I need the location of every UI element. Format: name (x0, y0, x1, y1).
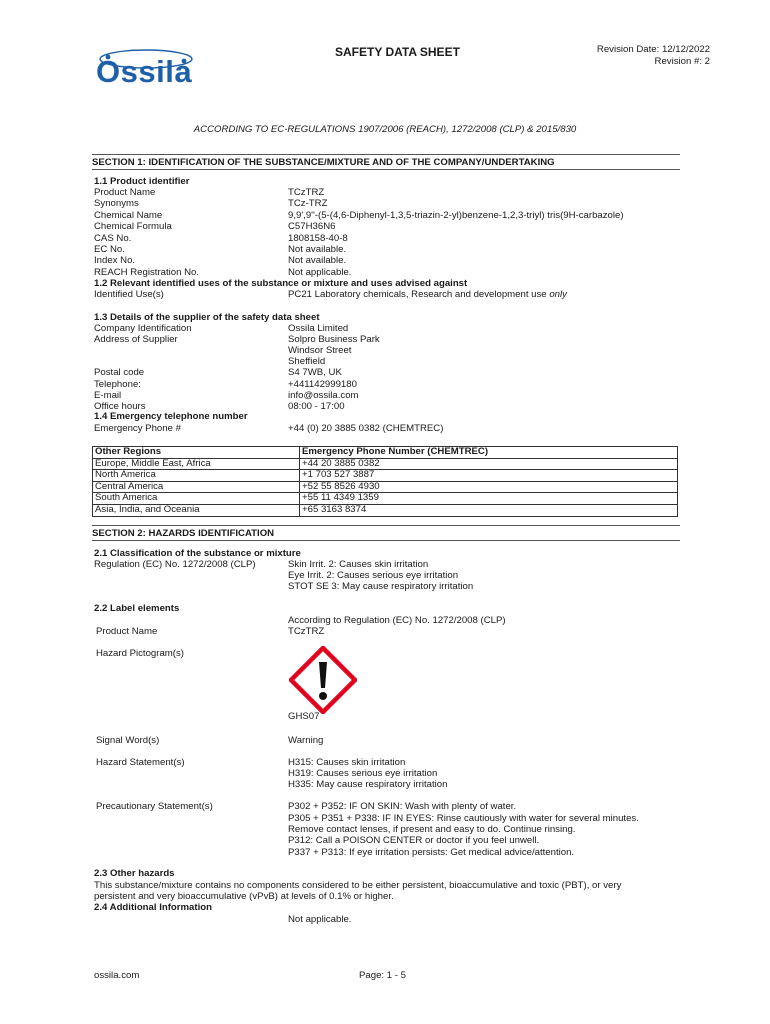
sub-heading-1-3: 1.3 Details of the supplier of the safety data sheet (94, 312, 320, 323)
field-label: EC No. (94, 244, 125, 255)
region-cell: Europe, Middle East, Africa (93, 458, 300, 470)
sub-heading-2-3: 2.3 Other hazards (94, 868, 175, 879)
field-value: TCz-TRZ (288, 198, 328, 210)
classification-label: Regulation (EC) No. 1272/2008 (CLP) (94, 559, 256, 570)
field-label: Postal code (94, 367, 145, 379)
field-value: Windsor Street (288, 345, 352, 357)
field-value: Not applicable. (288, 266, 352, 278)
field-value: S4 7WB, UK (288, 367, 342, 379)
region-cell: North America (93, 470, 300, 482)
field-label: Address of Supplier (94, 334, 178, 346)
field-value: 9,9',9''-(5-(4,6-Diphenyl-1,3,5-triazin-2-yl)benzene-1,2,3-triyl) tris(9H-carbazole) (288, 209, 624, 221)
precautionary-label: Precautionary Statement(s) (96, 801, 213, 812)
other-hazards-line-2: persistent and very bioaccumulative (vPvB) at levels of 0.1% or higher. (94, 891, 394, 902)
field-label: Product Name (94, 187, 156, 198)
additional-information-value: Not applicable. (288, 914, 352, 925)
footer-site: ossila.com (94, 970, 140, 981)
field-value: Sheffield (288, 356, 326, 368)
precautionary-2: P305 + P351 + P338: IF IN EYES: Rinse cautiously with water for several minutes. (288, 813, 639, 824)
logo-text: Ossila (96, 54, 193, 89)
table-row (93, 458, 678, 470)
table-header-regions: Other Regions (93, 447, 300, 459)
phone-cell: +52 55 8526 4930 (300, 481, 678, 493)
revision-date: Revision Date: 12/12/2022 (596, 44, 710, 55)
revision-info (597, 44, 710, 68)
field-value: 1808158-40-8 (288, 232, 348, 244)
field-label: Company Identification (94, 323, 192, 334)
precautionary-1: P302 + P352: IF ON SKIN: Wash with plenty of water. (288, 801, 517, 812)
table-row (93, 493, 678, 505)
field-label: Index No. (94, 255, 136, 267)
classification-3: STOT SE 3: May cause respiratory irritation (288, 581, 474, 592)
field-value: Ossila Limited (288, 323, 349, 334)
field-value: info@ossila.com (288, 389, 359, 401)
field-value: Not available. (288, 255, 347, 267)
table-row (93, 481, 678, 493)
regulations-line: ACCORDING TO EC-REGULATIONS 1907/2006 (REACH), 1272/2008 (CLP) & 2015/830 (193, 124, 577, 135)
field-value: Solpro Business Park (288, 334, 380, 346)
field-label: Chemical Formula (94, 221, 172, 233)
field-label: REACH Registration No. (94, 266, 200, 278)
exclamation-mark-icon (289, 646, 357, 714)
emergency-phone-table (92, 446, 678, 517)
region-cell: South America (93, 493, 300, 505)
identified-uses-label: Identified Use(s) (94, 289, 164, 300)
product-name-label: Product Name (96, 626, 158, 637)
hazard-statement-3: H335: May cause respiratory irritation (288, 779, 448, 790)
field-label: E-mail (94, 389, 122, 401)
field-value: 08:00 - 17:00 (288, 400, 345, 412)
field-value: Not available. (288, 244, 347, 255)
field-label: Telephone: (94, 378, 141, 390)
according-to-regulation: According to Regulation (EC) No. 1272/2008 (CLP) (288, 615, 506, 626)
document-title: SAFETY DATA SHEET (335, 45, 460, 59)
table-header-phone: Emergency Phone Number (CHEMTREC) (300, 447, 678, 459)
identified-uses-value (288, 289, 567, 300)
sub-heading-1-2: 1.2 Relevant identified uses of the substance or mixture and uses advised against (94, 278, 468, 289)
section1-title: SECTION 1: IDENTIFICATION OF THE SUBSTANCE/MIXTURE AND OF THE COMPANY/UNDERTAKING (92, 154, 680, 170)
field-label: CAS No. (94, 232, 132, 244)
classification-1: Skin Irrit. 2: Causes skin irritation (288, 559, 429, 570)
emergency-phone-label: Emergency Phone # (94, 423, 181, 434)
section2-title: SECTION 2: HAZARDS IDENTIFICATION (92, 525, 680, 541)
identified-uses-text: PC21 Laboratory chemicals, Research and development use (288, 289, 547, 300)
pictogram-code: GHS07 (288, 711, 320, 722)
region-cell: Central America (93, 481, 300, 493)
sub-heading-1-4: 1.4 Emergency telephone number (94, 411, 248, 422)
hazard-statement-2: H319: Causes serious eye irritation (288, 768, 438, 779)
precautionary-5: P337 + P313: If eye irritation persists: Get medical advice/attention. (288, 847, 575, 858)
phone-cell: +44 20 3885 0382 (300, 458, 678, 470)
revision-number: Revision #: 2 (654, 56, 710, 67)
product-name-value: TCzTRZ (288, 626, 325, 637)
field-label: Office hours (94, 400, 146, 412)
phone-cell: +65 3163 8374 (300, 504, 678, 516)
table-header-row (93, 447, 678, 459)
field-label: Chemical Name (94, 209, 163, 221)
identified-uses-only: only (549, 289, 567, 300)
footer-page-number: Page: 1 - 5 (359, 970, 406, 981)
other-hazards-line-1: This substance/mixture contains no components considered to be either persistent, bioaccumulative and toxic (PBT), or very (94, 880, 622, 891)
emergency-phone-value: +44 (0) 20 3885 0382 (CHEMTREC) (288, 423, 444, 434)
field-label: Synonyms (94, 198, 139, 210)
sub-heading-2-4: 2.4 Additional Information (94, 902, 212, 913)
field-value: +441142999180 (288, 378, 357, 390)
table-row (93, 470, 678, 482)
table-row (93, 504, 678, 516)
sub-heading-2-1: 2.1 Classification of the substance or mixture (94, 548, 301, 559)
field-value: TCzTRZ (288, 187, 325, 198)
phone-cell: +55 11 4349 1359 (300, 493, 678, 505)
phone-cell: +1 703 527 3887 (300, 470, 678, 482)
precautionary-3: Remove contact lenses, if present and easy to do. Continue rinsing. (288, 824, 576, 835)
signal-word-label: Signal Word(s) (96, 735, 160, 746)
region-cell: Asia, India, and Oceania (93, 504, 300, 516)
field-value: C57H36N6 (288, 221, 336, 233)
sub-heading-1-1: 1.1 Product identifier (94, 176, 190, 187)
sub-heading-2-2: 2.2 Label elements (94, 603, 180, 614)
hazard-statement-1: H315: Causes skin irritation (288, 757, 406, 768)
pictogram-label: Hazard Pictogram(s) (96, 648, 184, 659)
precautionary-4: P312: Call a POISON CENTER or doctor if you feel unwell. (288, 835, 540, 846)
hazard-statement-label: Hazard Statement(s) (96, 757, 185, 768)
classification-2: Eye Irrit. 2: Causes serious eye irritation (288, 570, 459, 581)
signal-word-value: Warning (288, 735, 324, 746)
